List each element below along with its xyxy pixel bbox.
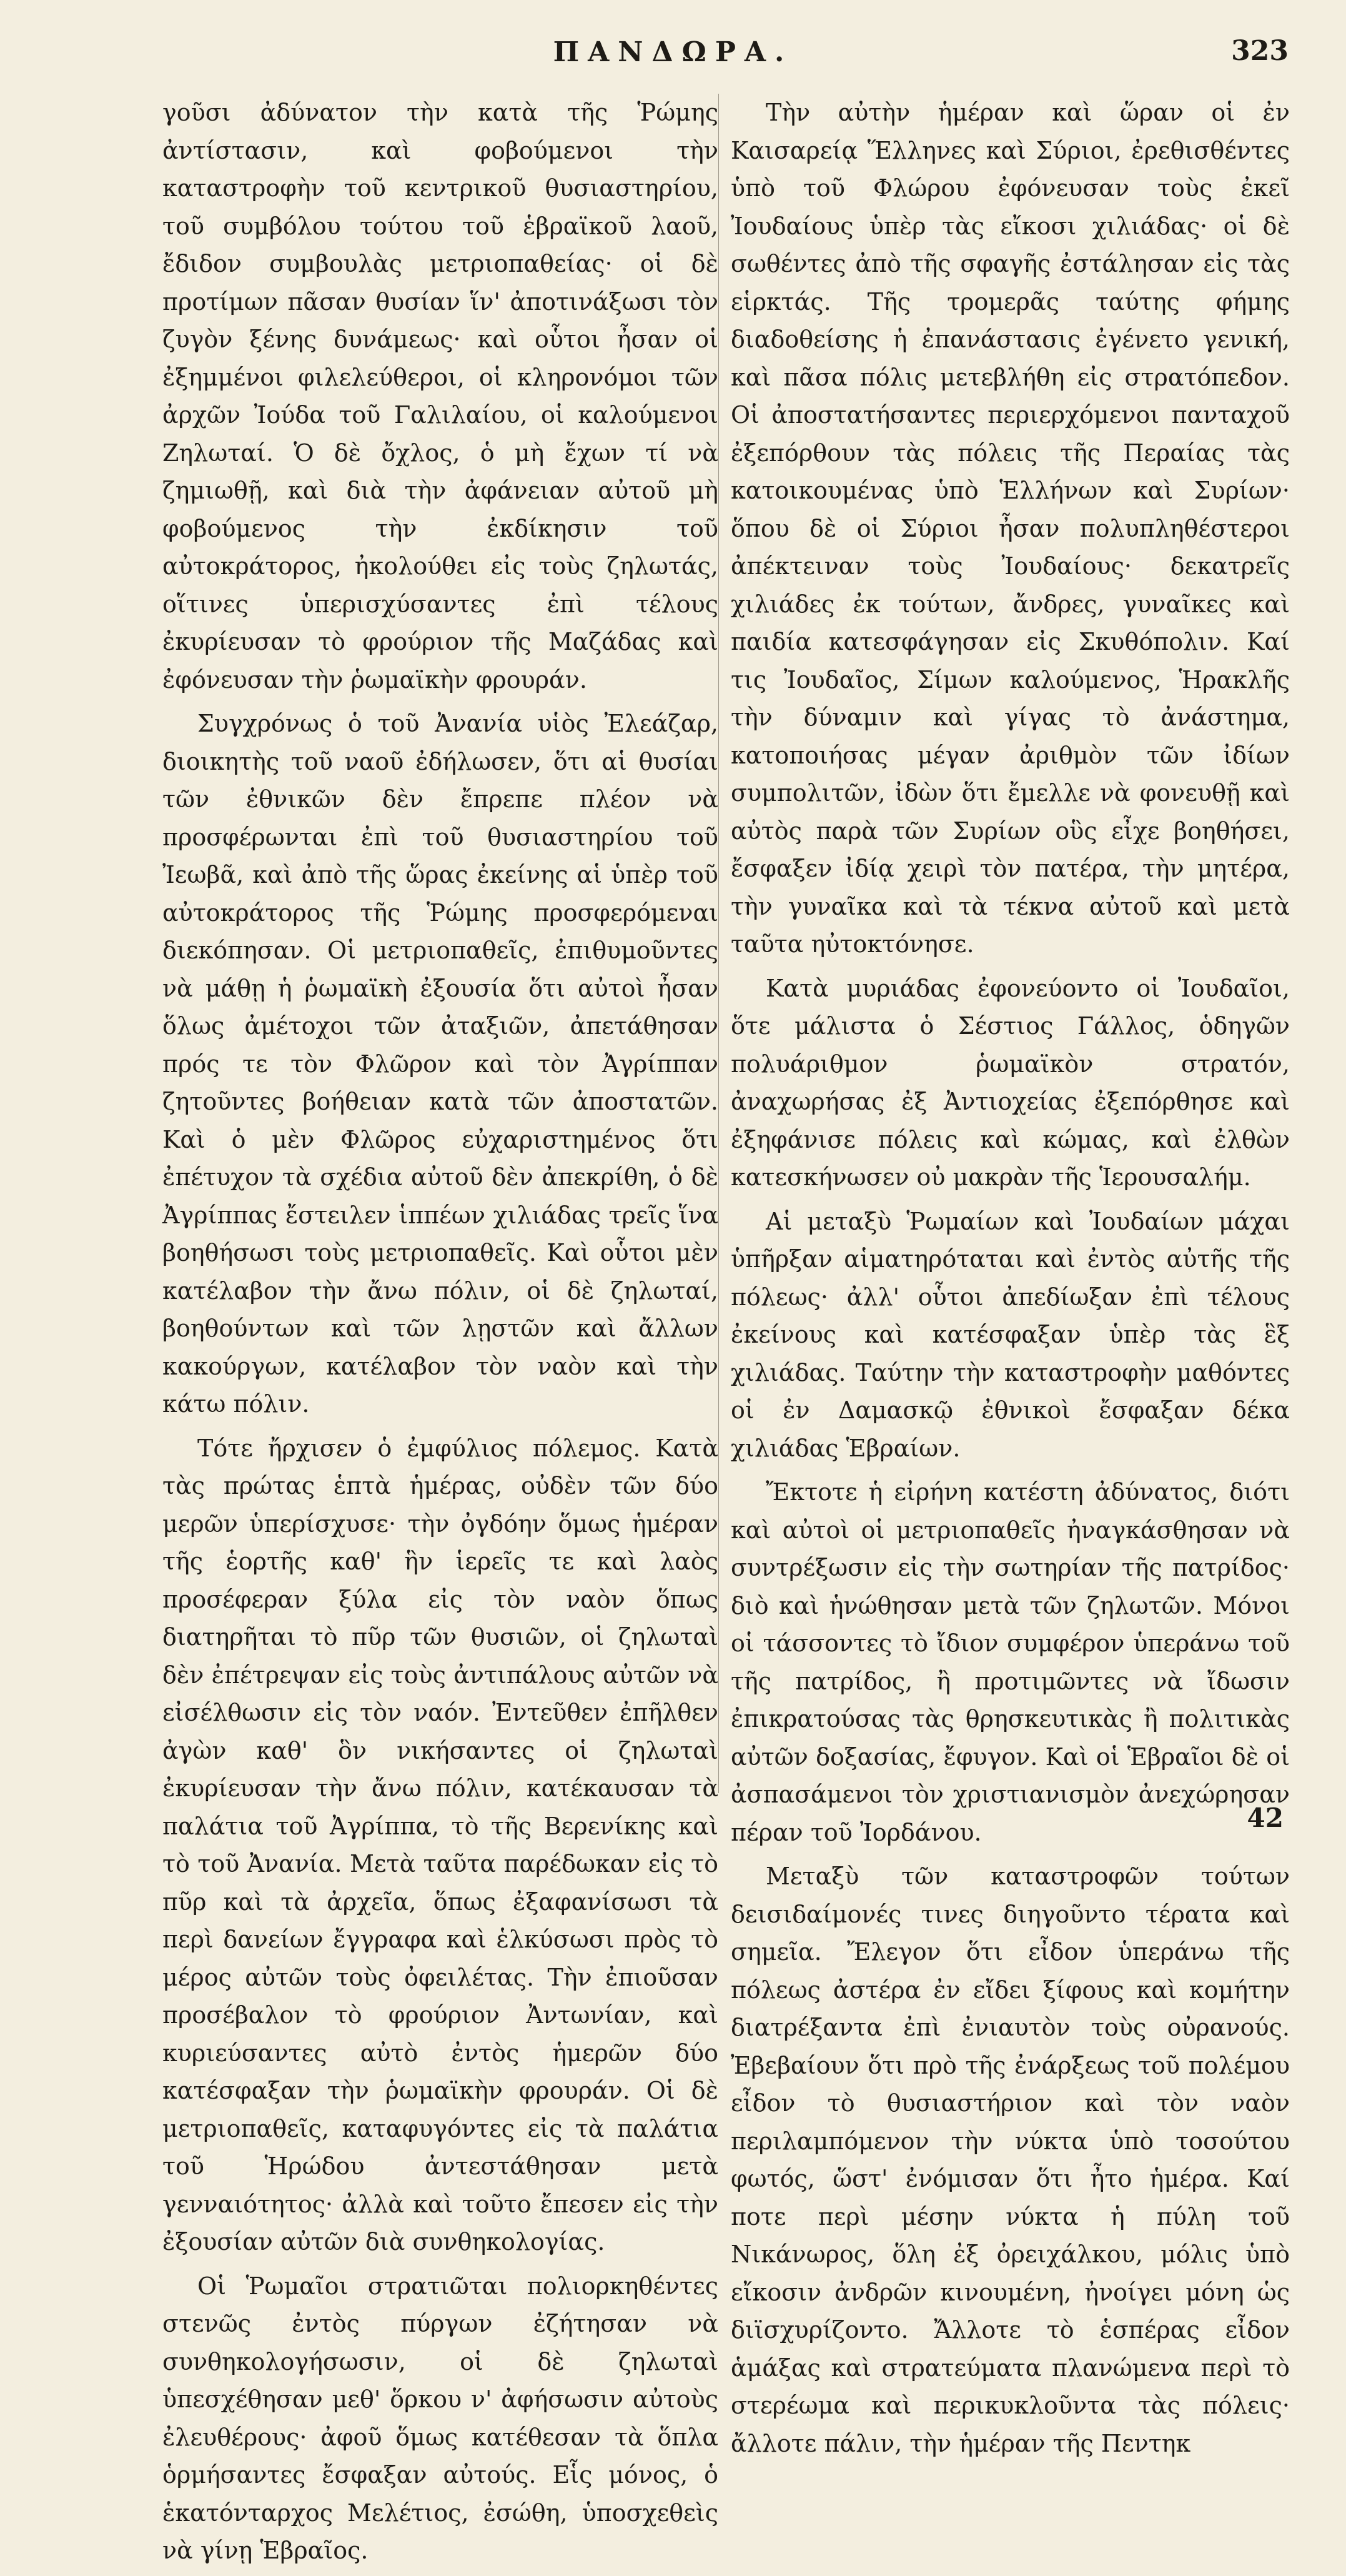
signature-mark: 42 <box>1247 1803 1284 1833</box>
paragraph: Τὴν αὐτὴν ἡμέραν καὶ ὥραν οἱ ἐν Καισαρείᾳ Ἕλληνες καὶ Σύριοι, ἐρεθισθέντες ὑπὸ τοῦ Φλώρου ἐφόνευσαν τοὺς ἐκεῖ Ἰουδαίους ὑπὲρ τὰς εἴκοσι χιλιάδας· οἱ δὲ σωθέντες ἀπὸ τῆς σφαγῆς ἐστάλησαν εἰς τὰς εἱρκτάς. Τῆς τρομερᾶς ταύτης φήμης διαδοθείσης ἡ ἐπανάστασις ἐγένετο γενική, καὶ πᾶσα πόλις μετεβλήθη εἰς στρατόπεδον. Οἱ ἀποστατήσαντες περιερχόμενοι πανταχοῦ ἐξεπόρθουν τὰς πόλεις τῆς Περαίας τὰς κατοικουμένας ὑπὸ Ἑλλήνων καὶ Συρίων· ὅπου δὲ οἱ Σύριοι ἦσαν πολυπληθέστεροι ἀπέκτειναν τοὺς Ἰουδαίους· δεκατρεῖς χιλιάδες ἐκ τούτων, ἄνδρες, γυναῖκες καὶ παιδία κατεσφάγησαν εἰς Σκυθόπολιν. Καί τις Ἰουδαῖος, Σίμων καλούμενος, Ἡρακλῆς τὴν δύναμιν καὶ γίγας τὸ ἀνάστημα, κατοποιήσας μέγαν ἀριθμὸν τῶν ἰδίων συμπολιτῶν, ἰδὼν ὅτι ἔμελλε νὰ φονευθῇ καὶ αὐτὸς παρὰ τῶν Συρίων οὓς εἶχε βοηθήσει, ἔσφαξεν ἰδίᾳ χειρὶ τὸν πατέρα, τὴν μητέρα, τὴν γυναῖκα καὶ τὰ τέκνα αὐτοῦ καὶ μετὰ ταῦτα ηὐτοκτόνησε. <box>731 99 1290 958</box>
paragraph: Κατὰ μυριάδας ἐφονεύοντο οἱ Ἰουδαῖοι, ὅτε μάλιστα ὁ Σέστιος Γάλλος, ὁδηγῶν πολυάριθμον ῥωμαϊκὸν στρατόν, ἀναχωρήσας ἐξ Ἀντιοχείας ἐξεπόρθησε καὶ ἐξηφάνισε πόλεις καὶ κώμας, καὶ ἐλθὼν κατεσκήνωσεν οὐ μακρὰν τῆς Ἱερουσαλήμ. <box>731 974 1290 1191</box>
paragraph: Τότε ἤρχισεν ὁ ἐμφύλιος πόλεμος. Κατὰ τὰς πρώτας ἑπτὰ ἡμέρας, οὐδὲν τῶν δύο μερῶν ὑπερίσχυσε· τὴν ὀγδόην ὅμως ἡμέραν τῆς ἑορτῆς καθ' ἣν ἱερεῖς τε καὶ λαὸς προσέφεραν ξύλα εἰς τὸν ναὸν ὅπως διατηρῆται τὸ πῦρ τῶν θυσιῶν, οἱ ζηλωταὶ δὲν ἐπέτρεψαν εἰς τοὺς ἀντιπάλους αὐτῶν νὰ εἰσέλθωσιν εἰς τὸν ναόν. Ἐντεῦθεν ἐπῆλθεν ἀγὼν καθ' ὃν νικήσαντες οἱ ζηλωταὶ ἐκυρίευσαν τὴν ἄνω πόλιν, κατέκαυσαν τὰ παλάτια τοῦ Ἀγρίππα, τὸ τῆς Βερενίκης καὶ τὸ τοῦ Ἀνανία. Μετὰ ταῦτα παρέδωκαν εἰς τὸ πῦρ καὶ τὰ ἀρχεῖα, ὅπως ἐξαφανίσωσι τὰ περὶ δανείων ἔγγραφα καὶ ἑλκύσωσι πρὸς τὸ μέρος αὐτῶν τοὺς ὀφειλέτας. Τὴν ἐπιοῦσαν προσέβαλον τὸ φρούριον Ἀντωνίαν, καὶ κυριεύσαντες αὐτὸ ἐντὸς ἡμερῶν δύο κατέσφαξαν τὴν ῥωμαϊκὴν φρουράν. Οἱ δὲ μετριοπαθεῖς, καταφυγόντες εἰς τὰ παλάτια τοῦ Ἡρώδου ἀντεστάθησαν μετὰ γενναιότητος· ἀλλὰ καὶ τοῦτο ἔπεσεν εἰς τὴν ἐξουσίαν αὐτῶν διὰ συνθηκολογίας. <box>162 1434 718 2255</box>
paragraph: Ἔκτοτε ἡ εἰρήνη κατέστη ἀδύνατος, διότι καὶ αὐτοὶ οἱ μετριοπαθεῖς ἠναγκάσθησαν νὰ συντρέξωσιν εἰς τὴν σωτηρίαν τῆς πατρίδος· διὸ καὶ ἡνώθησαν μετὰ τῶν ζηλωτῶν. Μόνοι οἱ τάσσοντες τὸ ἴδιον συμφέρον ὑπεράνω τοῦ τῆς πατρίδος, ἢ προτιμῶντες νὰ ἴδωσιν ἐπικρατούσας τὰς θρησκευτικὰς ἢ πολιτικὰς αὐτῶν δοξασίας, ἔφυγον. Καὶ οἱ Ἑβραῖοι δὲ οἱ ἀσπασάμενοι τὸν χριστιανισμὸν ἀνεχώρησαν πέραν τοῦ Ἰορδάνου. <box>731 1478 1290 1846</box>
column-divider <box>718 94 719 1793</box>
page-number: 323 <box>1231 35 1289 67</box>
paragraph: Οἱ Ῥωμαῖοι στρατιῶται πολιορκηθέντες στενῶς ἐντὸς πύργων ἐζήτησαν νὰ συνθηκολογήσωσιν, οἱ δὲ ζηλωταὶ ὑπεσχέθησαν μεθ' ὅρκου ν' ἀφήσωσιν αὐτοὺς ἐλευθέρους· ἀφοῦ ὅμως κατέθεσαν τὰ ὅπλα ὁρμήσαντες ἔσφαξαν αὐτούς. Εἷς μόνος, ὁ ἑκατόνταρχος Μελέτιος, ἐσώθη, ὑποσχεθεὶς νὰ γίνῃ Ἑβραῖος. <box>162 2272 718 2564</box>
right-column <box>731 94 1290 2469</box>
paragraph: Αἱ μεταξὺ Ῥωμαίων καὶ Ἰουδαίων μάχαι ὑπῆρξαν αἱματηρόταται καὶ ἐντὸς αὐτῆς τῆς πόλεως· ἀλλ' οὗτοι ἀπεδίωξαν ἐπὶ τέλους ἐκείνους καὶ κατέσφαξαν ὑπὲρ τὰς ἓξ χιλιάδας. Ταύτην τὴν καταστροφὴν μαθόντες οἱ ἐν Δαμασκῷ ἐθνικοὶ ἔσφαξαν δέκα χιλιάδας Ἑβραίων. <box>731 1207 1290 1462</box>
left-column <box>162 94 718 2576</box>
paragraph: Μεταξὺ τῶν καταστροφῶν τούτων δεισιδαίμονές τινες διηγοῦντο τέρατα καὶ σημεῖα. Ἔλεγον ὅτι εἶδον ὑπεράνω τῆς πόλεως ἀστέρα ἐν εἴδει ξίφους καὶ κομήτην διατρέξαντα ἐπὶ ἐνιαυτὸν τοὺς οὐρανούς. Ἐβεβαίουν ὅτι πρὸ τῆς ἐνάρξεως τοῦ πολέμου εἶδον τὸ θυσιαστήριον καὶ τὸν ναὸν περιλαμπόμενον τὴν νύκτα ὑπὸ τοσούτου φωτός, ὥστ' ἐνόμισαν ὅτι ἦτο ἡμέρα. Καί ποτε περὶ μέσην νύκτα ἡ πύλη τοῦ Νικάνωρος, ὅλη ἐξ ὀρειχάλκου, μόλις ὑπὸ εἴκοσιν ἀνδρῶν κινουμένη, ἠνοίγει μόνη ὡς διϊσχυρίζοντο. Ἄλλοτε τὸ ἑσπέρας εἶδον ἁμάξας καὶ στρατεύματα πλανώμενα περὶ τὸ στερέωμα καὶ περικυκλοῦντα τὰς πόλεις· ἄλλοτε πάλιν, τὴν ἡμέραν τῆς Πεντηκ <box>731 1862 1290 2457</box>
paragraph: γοῦσι ἀδύνατον τὴν κατὰ τῆς Ῥώμης ἀντίστασιν, καὶ φοβούμενοι τὴν καταστροφὴν τοῦ κεντρικοῦ θυσιαστηρίου, τοῦ συμβόλου τούτου τοῦ ἑβραϊκοῦ λαοῦ, ἔδιδον συμβουλὰς μετριοπαθείας· οἱ δὲ προτίμων πᾶσαν θυσίαν ἵν' ἀποτινάξωσι τὸν ζυγὸν ξένης δυνάμεως· καὶ οὗτοι ἦσαν οἱ ἐξημμένοι φιλελεύθεροι, οἱ κληρονόμοι τῶν ἀρχῶν Ἰούδα τοῦ Γαλιλαίου, οἱ καλούμενοι Ζηλωταί. Ὁ δὲ ὄχλος, ὁ μὴ ἔχων τί νὰ ζημιωθῇ, καὶ διὰ τὴν ἀφάνειαν αὐτοῦ μὴ φοβούμενος τὴν ἐκδίκησιν τοῦ αὐτοκράτορος, ἠκολούθει εἰς τοὺς ζηλωτάς, οἵτινες ὑπερισχύσαντες ἐπὶ τέλους ἐκυρίευσαν τὸ φρούριον τῆς Μαζάδας καὶ ἐφόνευσαν τὴν ῥωμαϊκὴν φρουράν. <box>162 99 718 694</box>
paragraph: Συγχρόνως ὁ τοῦ Ἀνανία υἱὸς Ἐλεάζαρ, διοικητὴς τοῦ ναοῦ ἐδήλωσεν, ὅτι αἱ θυσίαι τῶν ἐθνικῶν δὲν ἔπρεπε πλέον νὰ προσφέρωνται ἐπὶ τοῦ θυσιαστηρίου τοῦ Ἰεωβᾶ, καὶ ἀπὸ τῆς ὥρας ἐκείνης αἱ ὑπὲρ τοῦ αὐτοκράτορος τῆς Ῥώμης προσφερόμεναι διεκόπησαν. Οἱ μετριοπαθεῖς, ἐπιθυμοῦντες νὰ μάθῃ ἡ ῥωμαϊκὴ ἐξουσία ὅτι αὐτοὶ ἦσαν ὅλως ἀμέτοχοι τῶν ἀταξιῶν, ἀπετάθησαν πρός τε τὸν Φλῶρον καὶ τὸν Ἀγρίππαν ζητοῦντες βοήθειαν κατὰ τῶν ἀποστατῶν. Καὶ ὁ μὲν Φλῶρος εὐχαριστημένος ὅτι ἐπέτυχον τὰ σχέδια αὐτοῦ δὲν ἀπεκρίθη, ὁ δὲ Ἀγρίππας ἔστειλεν ἱππέων χιλιάδας τρεῖς ἵνα βοηθήσωσι τοὺς μετριοπαθεῖς. Καὶ οὗτοι μὲν κατέλαβον τὴν ἄνω πόλιν, οἱ δὲ ζηλωταί, βοηθούντων καὶ τῶν λῃστῶν καὶ ἄλλων κακούργων, κατέλαβον τὸν ναὸν καὶ τὴν κάτω πόλιν. <box>162 710 718 1418</box>
running-title: ΠΑΝΔΩΡΑ. <box>553 36 793 68</box>
